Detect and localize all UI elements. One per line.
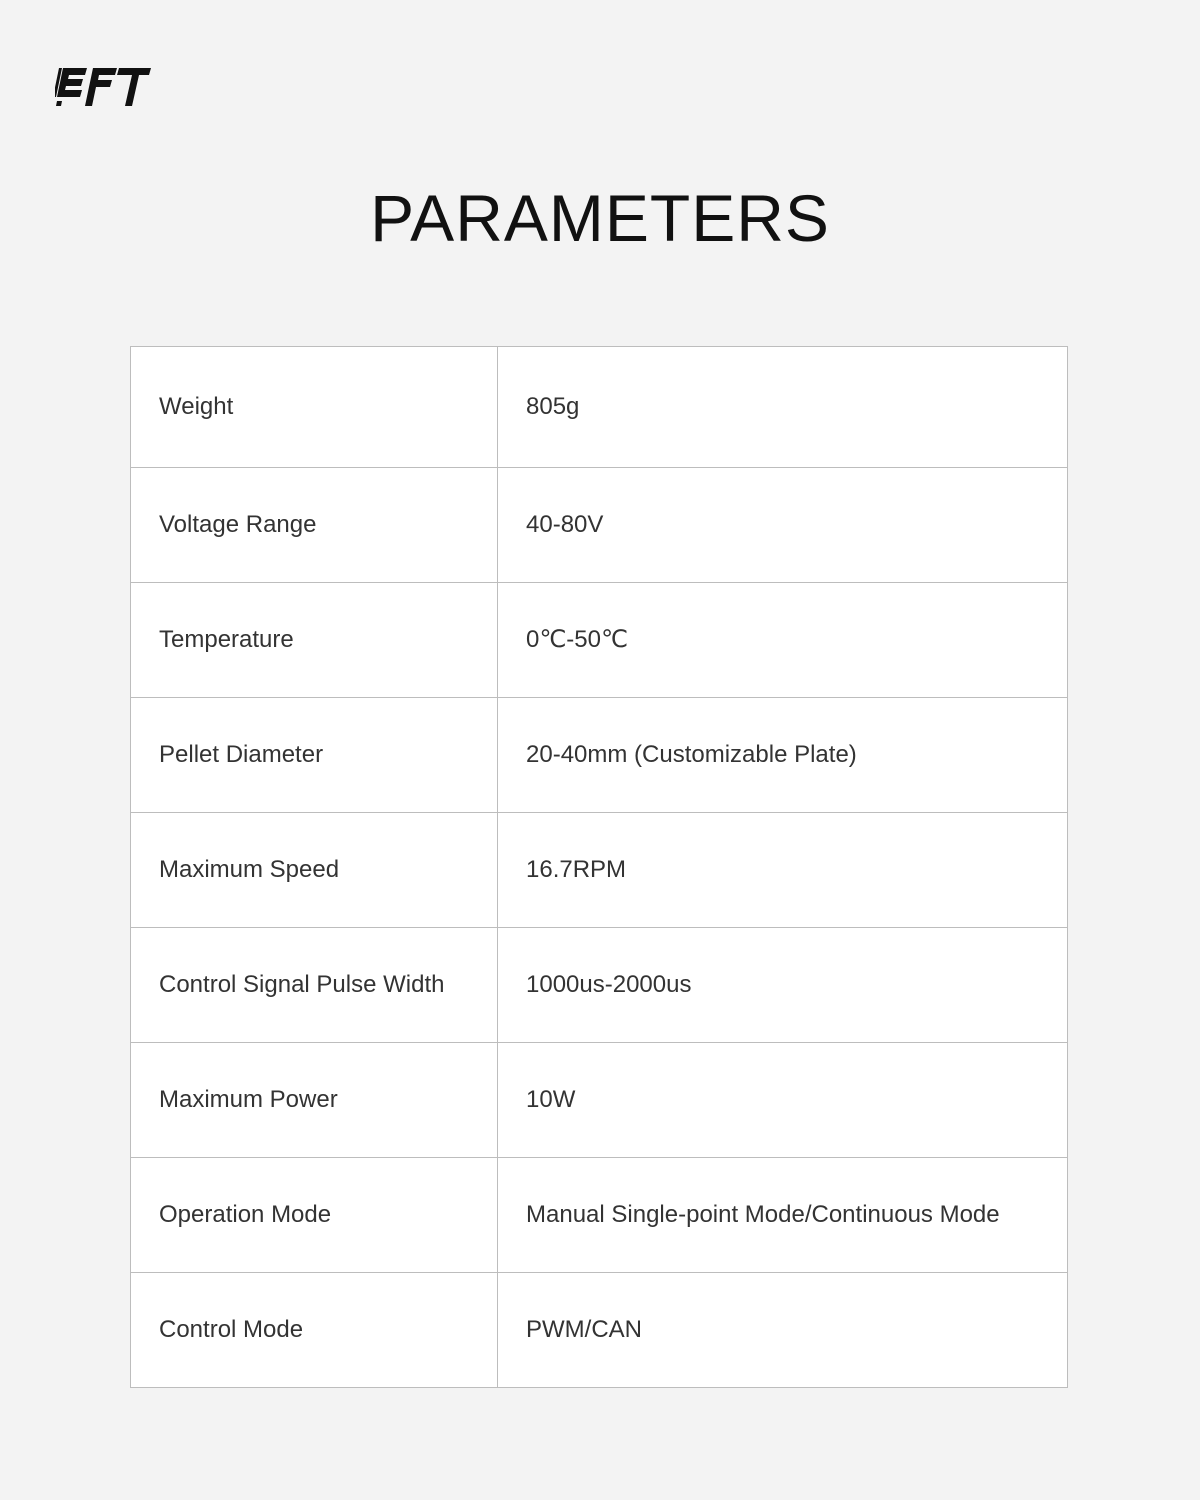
param-label: Voltage Range [131,468,498,583]
param-value: Manual Single-point Mode/Continuous Mode [498,1158,1068,1273]
table-row [131,1273,1068,1388]
param-label: Weight [131,347,498,468]
param-label: Control Signal Pulse Width [131,928,498,1043]
param-label: Control Mode [131,1273,498,1388]
table-row [131,468,1068,583]
param-value: PWM/CAN [498,1273,1068,1388]
param-value: 805g [498,347,1068,468]
parameters-table [130,346,1068,1388]
param-label: Maximum Speed [131,813,498,928]
param-label: Operation Mode [131,1158,498,1273]
table-row [131,813,1068,928]
param-value: 40-80V [498,468,1068,583]
table-row [131,698,1068,813]
table-row [131,583,1068,698]
eft-logo [55,66,153,110]
param-label: Pellet Diameter [131,698,498,813]
table-row [131,347,1068,468]
table-row [131,928,1068,1043]
param-label: Maximum Power [131,1043,498,1158]
param-value: 16.7RPM [498,813,1068,928]
param-value: 1000us-2000us [498,928,1068,1043]
table-row [131,1158,1068,1273]
param-value: 0℃-50℃ [498,583,1068,698]
table-row [131,1043,1068,1158]
param-value: 10W [498,1043,1068,1158]
param-label: Temperature [131,583,498,698]
param-value: 20-40mm (Customizable Plate) [498,698,1068,813]
page-title: PARAMETERS [370,181,830,255]
